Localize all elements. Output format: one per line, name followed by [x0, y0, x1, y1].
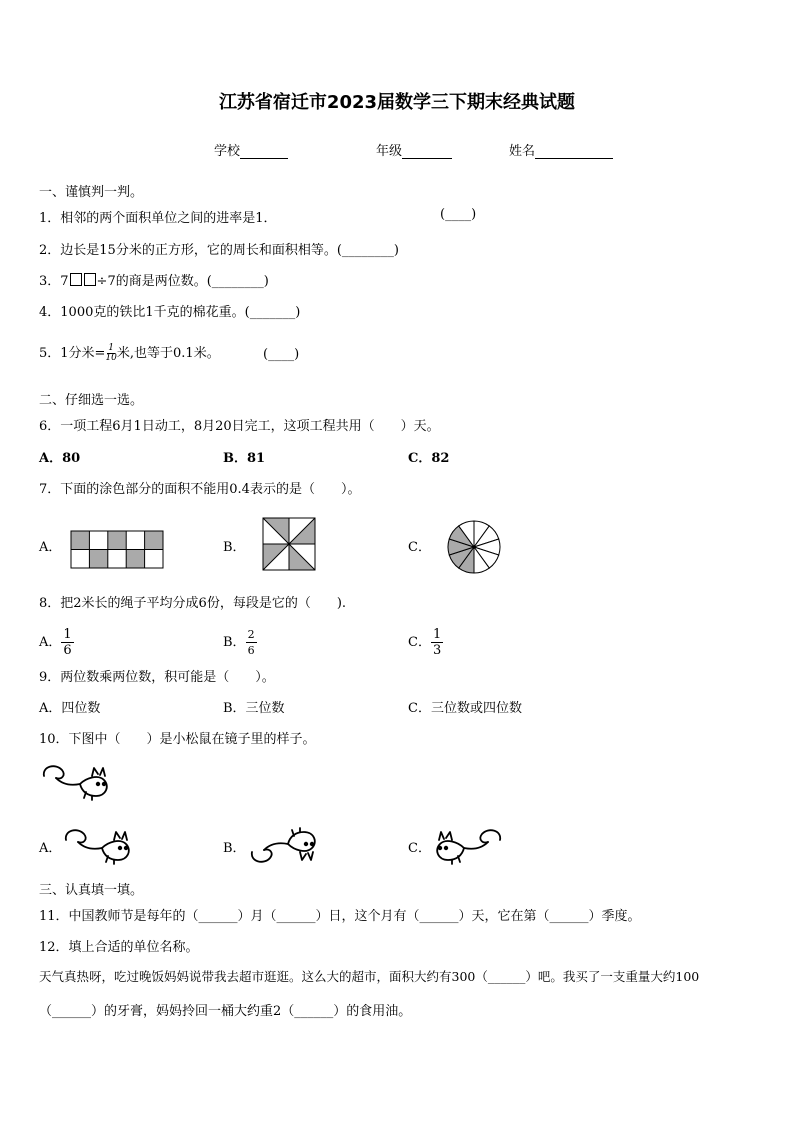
question-8: 8．把2米长的绳子平均分成6份，每段是它的（ ).: [39, 596, 347, 611]
question-6-option-a[interactable]: A．80: [39, 451, 81, 466]
question-5-prefix: 5．1分米=: [39, 346, 106, 361]
question-8-option-b[interactable]: B． $\frac{2}{6}$: [223, 628, 255, 657]
question-3-prefix: 3．7: [39, 274, 69, 289]
grade-label: 年级: [376, 144, 403, 159]
question-8-option-a[interactable]: A． $\frac{1}{6}$: [39, 627, 72, 658]
question-5-suffix: 米,也等于0.1米。: [116, 346, 220, 361]
squirrel-option-a-image: [62, 826, 134, 866]
question-6: 6．一项工程6月1日动工，8月20日完工，这项工程共用（ ）天。: [39, 419, 440, 434]
section-1-title: 一、谨慎判一判。: [39, 185, 144, 200]
question-1-answer[interactable]: (____): [440, 207, 477, 222]
question-5: [39, 342, 220, 363]
school-label: 学校: [214, 144, 241, 159]
question-7-label-a[interactable]: A．: [39, 540, 62, 555]
question-9: 9．两位数乘两位数，积可能是（ ）。: [39, 670, 275, 685]
question-7-label-b[interactable]: B．: [223, 540, 246, 555]
question-10: 10．下图中（ ）是小松鼠在镜子里的样子。: [39, 732, 316, 747]
grid-figure: [71, 531, 164, 569]
question-7-label-c[interactable]: C．: [408, 540, 431, 555]
question-8-option-c[interactable]: C． $\frac{1}{3}$: [408, 627, 442, 658]
grade-blank[interactable]: [402, 144, 452, 159]
circle-figure: [447, 520, 501, 574]
square-figure: [263, 518, 316, 571]
question-4: 4．1000克的铁比1千克的棉花重。(_______): [39, 305, 301, 320]
fraction-one-tenth: $\frac{1}{10}$: [105, 343, 117, 363]
question-10-label-a[interactable]: A．: [39, 841, 62, 856]
question-7: 7．下面的涂色部分的面积不能用0.4表示的是（ ）。: [39, 482, 361, 497]
fraction: $\frac{2}{6}$: [247, 628, 255, 657]
school-field: [214, 140, 288, 159]
page-title: 江苏省宿迁市2023届数学三下期末经典试题: [218, 92, 576, 113]
question-5-answer[interactable]: (____): [263, 347, 300, 362]
fraction: $\frac{1}{3}$: [432, 627, 442, 658]
question-9-option-a[interactable]: A．四位数: [39, 701, 101, 716]
question-6-option-b[interactable]: B．81: [223, 451, 266, 466]
question-12-line-1: 天气真热呀，吃过晚饭妈妈说带我去超市逛逛。这么大的超市，面积大约有300（______）吧。我买了一支重量大约100: [39, 969, 700, 984]
question-2: 2．边长是15分米的正方形，它的周长和面积相等。(________): [39, 243, 399, 258]
question-3: [39, 270, 269, 289]
question-3-suffix: ÷7的商是两位数。(________): [96, 274, 269, 289]
question-11: 11．中国教师节是每年的（______）月（______）日，这个月有（______）天，它在第（______）季度。: [39, 909, 641, 924]
question-6-option-c[interactable]: C．82: [408, 451, 450, 466]
name-field: [509, 140, 613, 159]
question-10-label-b[interactable]: B．: [223, 841, 246, 856]
question-12-line-2: （______）的牙膏，妈妈拎回一桶大约重2（______）的食用油。: [39, 1004, 412, 1019]
question-12: 12．填上合适的单位名称。: [39, 940, 199, 955]
squirrel-option-c-image: [432, 826, 504, 866]
name-blank[interactable]: [535, 144, 613, 159]
question-9-option-c[interactable]: C．三位数或四位数: [408, 701, 522, 716]
question-1: 1．相邻的两个面积单位之间的进率是1．: [39, 211, 277, 226]
question-9-option-b[interactable]: B．三位数: [223, 701, 285, 716]
digit-box: [84, 273, 96, 286]
squirrel-option-b-image: [248, 826, 320, 866]
name-label: 姓名: [509, 144, 536, 159]
digit-box: [70, 273, 82, 286]
fraction: $\frac{1}{6}$: [63, 627, 72, 658]
squirrel-image: [40, 762, 112, 802]
grade-field: [376, 140, 452, 159]
question-10-label-c[interactable]: C．: [408, 841, 431, 856]
school-blank[interactable]: [240, 144, 288, 159]
section-2-title: 二、仔细选一选。: [39, 393, 144, 408]
section-3-title: 三、认真填一填。: [39, 883, 144, 898]
